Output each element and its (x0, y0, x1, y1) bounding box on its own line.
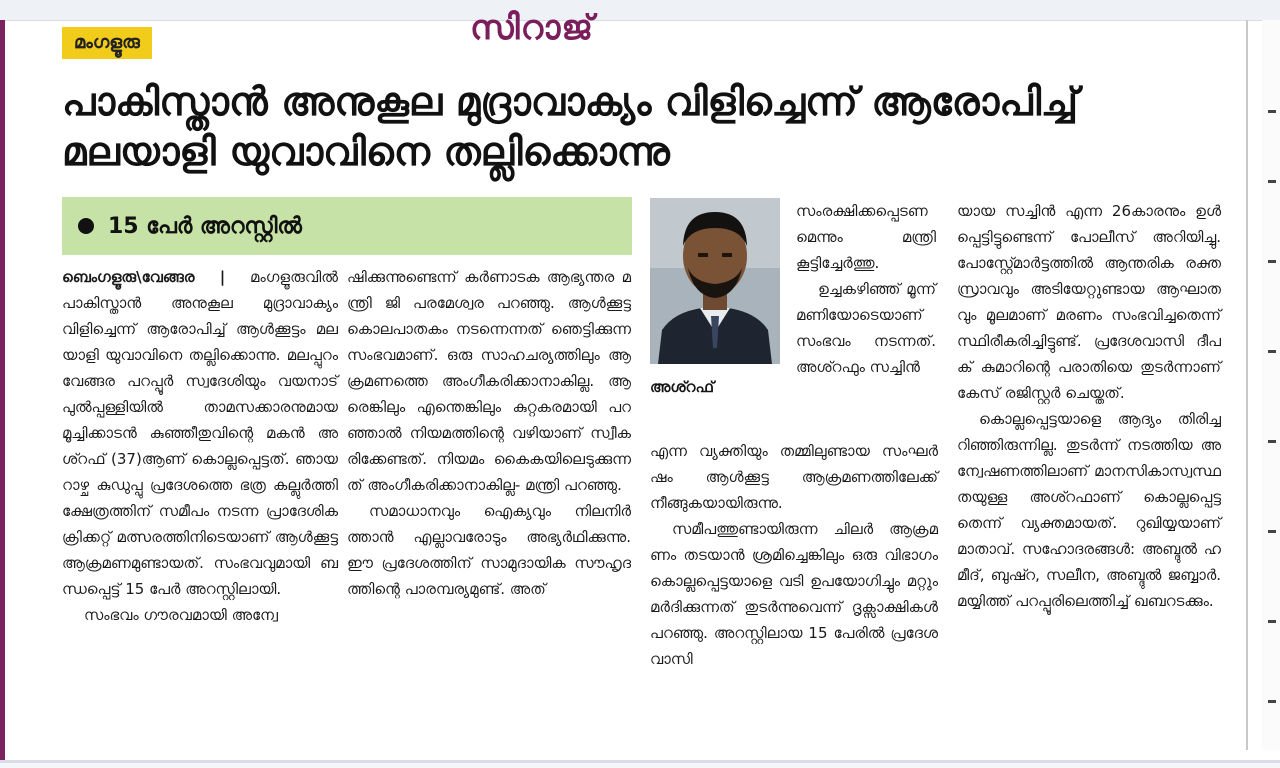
col1-paragraph-2: സംഭവം ഗൗരവമായി അന്വേ (84, 606, 278, 624)
col4-paragraph-1: യായ സച്ചിൻ എന്ന 26കാരനും ഉൾപ്പെട്ടിട്ടുണ്ടെന്ന് പോലീസ് അറിയിച്ചു. പോസ്റ്റ്മോർട്ടത്തിൽ ആന്തരിക രക്തസ്രാവവും അടിയേറ്റുണ്ടായ ആഘാതവും മൂലമാണ് മരണം സംഭവിച്ചതെന്ന് സ്ഥിരീകരിച്ചിട്ടുണ്ട്. പ്രദേശവാസി ദീപക് കുമാറിന്റെ പരാതിയെ തുടർന്നാണ് കേസ് രജിസ്റ്റർ ചെയ്തത്. (957, 202, 1221, 402)
person-photo-icon (650, 198, 780, 364)
headline-line-2: മലയാളി യുവാവിനെ തല്ലിക്കൊന്നു (62, 130, 670, 175)
col3-paragraph-4: സമീപത്തുണ്ടായിരുന്ന ചിലർ ആക്രമണം തടയാൻ ശ്രമിച്ചെങ്കിലും ഒരു വിഭാഗം കൊല്ലപ്പെട്ടയാളെ വടി ഉപയോഗിച്ചും മറ്റും മർദിക്കുന്നത് തുടർന്നുവെന്ന് ദൃക്സാക്ഷികൾ പറഞ്ഞു. അറസ്റ്റിലായ 15 പേരിൽ പ്രദേശവാസി (650, 520, 938, 668)
adjacent-page-edge (1262, 20, 1280, 750)
newspaper-masthead: സിറാജ് (470, 8, 594, 48)
portrait-photo (650, 198, 780, 364)
col2-paragraph-2: സമാധാനവും ഐക്യവും നിലനിർത്താൻ എല്ലാവരോടും അഭ്യർഥിക്കുന്നു. ഈ പ്രദേശത്തിന് സാമുദായിക സൗഹൃദത്തിന്റെ പാരമ്പര്യമുണ്ട്. അത് (347, 502, 631, 598)
article-column-3-bottom (650, 438, 938, 672)
col3-paragraph-3: എന്ന വ്യക്തിയും തമ്മിലുണ്ടായ സംഘർഷം ആൾക്കൂട്ട ആക്രമണത്തിലേക്ക് നീങ്ങുകയായിരുന്നു. (650, 442, 938, 512)
left-accent-bar (0, 20, 5, 768)
article-column-4 (957, 198, 1221, 614)
bullet-icon (78, 218, 94, 234)
headline-line-1: പാകിസ്താൻ അനുകൂല മുദ്രാവാക്യം വിളിച്ചെന്ന് ആരോപിച്ച് (62, 80, 1078, 125)
headline (62, 78, 1232, 178)
article-column-3-top (796, 198, 936, 380)
col1-paragraph-1: മംഗളൂരുവിൽ പാകിസ്താൻ അനുകൂല മുദ്രാവാക്യം വിളിച്ചെന്ന് ആരോപിച്ച് ആൾക്കൂട്ടം മലയാളി യുവാവിനെ തല്ലിക്കൊന്നു. മലപ്പുറം വേങ്ങര പറപ്പൂർ സ്വദേശിയും വയനാട് പുൽപ്പള്ളിയിൽ താമസക്കാരനുമായ മൂച്ചിക്കാടൻ കുഞ്ഞീതുവിന്റെ മകൻ അശ്റഫ് (37)ആണ് കൊല്ലപ്പെട്ടത്. ഞായറാഴ്ച കുഡുപ്പു പ്രദേശത്തെ ഭത്ര കല്ലുർത്തി ക്ഷേത്രത്തിന് സമീപം നടന്ന പ്രാദേശിക ക്രിക്കറ്റ് മത്സരത്തിനിടെയാണ് ആൾക്കൂട്ട ആക്രമണമുണ്ടായത്. സംഭവവുമായി ബന്ധപ്പെട്ട് 15 പേർ അറസ്റ്റിലായി. (62, 268, 338, 598)
col2-paragraph-1: ഷിക്കുന്നുണ്ടെന്ന് കർണാടക ആഭ്യന്തര മന്ത്രി ജി പരമേശ്വര പറഞ്ഞു. ആൾക്കൂട്ട കൊലപാതകം നടന്നെന്നത് ഞെട്ടിക്കുന്ന സംഭവമാണ്. ഒരു സാഹചര്യത്തിലും ആക്രമണത്തെ അംഗീകരിക്കാനാകില്ല. ആരെങ്കിലും എന്തെങ്കിലും കുറ്റകരമായി പറഞ്ഞാൽ നിയമത്തിന്റെ വഴിയാണ് സ്വീകരിക്കേണ്ടത്. നിയമം കൈകയിലെടുക്കുന്നത് അംഗീകരിക്കാനാകില്ല- മന്ത്രി പറഞ്ഞു. (347, 268, 631, 494)
col3-paragraph-1: സംരക്ഷിക്കപ്പെടണമെന്നും മന്ത്രി കൂട്ടിച്ചേർത്തു. (796, 202, 936, 272)
col3-paragraph-2: ഉച്ചകഴിഞ്ഞ് മൂന്ന് മണിയോടെയാണ് സംഭവം നടന്നത്. അശ്റഫും സച്ചിൻ (796, 280, 936, 376)
top-strip (0, 0, 1280, 21)
subhead: 15 പേർ അറസ്റ്റിൽ (108, 213, 302, 239)
section-tag: മംഗളൂരു (62, 27, 152, 59)
photo-caption: അശ്റഫ് (650, 378, 714, 396)
col4-paragraph-2: കൊല്ലപ്പെട്ടയാളെ ആദ്യം തിരിച്ചറിഞ്ഞിരുന്നില്ല. തുടർന്ന് നടത്തിയ അന്വേഷണത്തിലാണ് മാനസികാസ്വസ്ഥതയുള്ള അശ്റഫാണ് കൊല്ലപ്പെട്ടതെന്ന് വ്യക്തമായത്. റുഖിയ്യയാണ് മാതാവ്. സഹോദരങ്ങൾ: അബ്ദുൽ ഹമീദ്, ബുഷ്റ, സലീന, അബ്ദുൽ ജബ്ബാർ. മയ്യിത്ത് പറപ്പൂരിലെത്തിച്ച് ഖബറടക്കും. (957, 410, 1221, 610)
column-rule (1246, 20, 1248, 750)
subhead-box (62, 197, 632, 255)
article-column-1 (62, 264, 338, 628)
bottom-strip (0, 763, 1280, 768)
dateline: ബെംഗളൂരു\വേങ്ങര | (62, 268, 226, 286)
article-column-2 (347, 264, 631, 602)
